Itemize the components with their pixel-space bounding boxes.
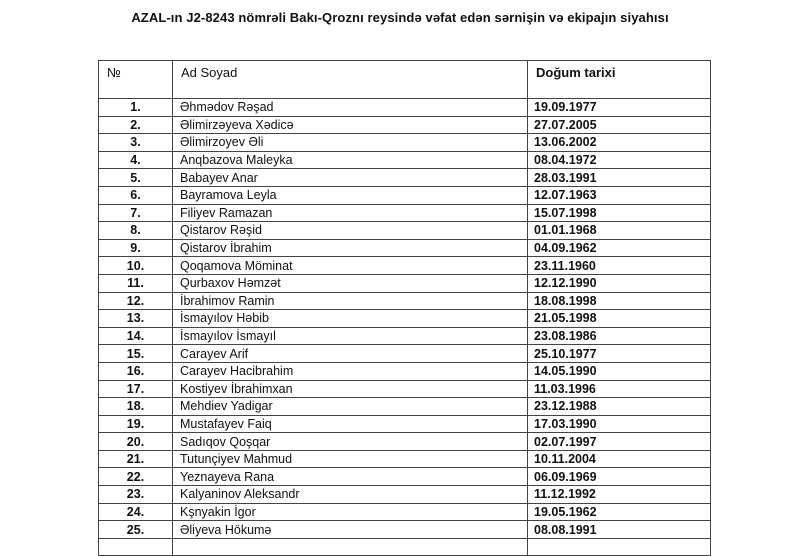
row-birth-date: 08.04.1972 [528,151,711,169]
table-row [99,151,711,169]
table-body [99,99,711,556]
table-row [99,310,711,328]
table-row [99,327,711,345]
table-row [99,398,711,416]
table-row [99,134,711,152]
row-name: Filiyev Ramazan [173,204,528,222]
row-name: Kostiyev İbrahimxan [173,380,528,398]
row-name: Qurbaxov Həmzət [173,274,528,292]
victims-table [98,60,711,556]
row-name: Babayev Anar [173,169,528,187]
row-name: Əlimirzəyeva Xədicə [173,116,528,134]
row-name: Bayramova Leyla [173,186,528,204]
row-number: 18. [99,398,173,416]
table-row [99,169,711,187]
header-number: № [99,61,173,99]
row-birth-date: 04.09.1962 [528,239,711,257]
row-name: Qistarov İbrahim [173,239,528,257]
empty-row [99,538,711,555]
row-number: 25. [99,521,173,539]
row-name: İsmayılov İsmayıl [173,327,528,345]
row-number: 1. [99,99,173,117]
header-birth-date: Doğum tarixi [528,61,711,99]
table-header-row [99,61,711,99]
row-birth-date: 10.11.2004 [528,450,711,468]
table-row [99,433,711,451]
table-row [99,415,711,433]
row-name: Sadıqov Qoşqar [173,433,528,451]
table-row [99,380,711,398]
row-birth-date: 18.08.1998 [528,292,711,310]
header-name: Ad Soyad [173,61,528,99]
row-birth-date: 28.03.1991 [528,169,711,187]
row-name: İsmayılov Həbib [173,310,528,328]
row-birth-date: 15.07.1998 [528,204,711,222]
row-name: Yeznayeva Rana [173,468,528,486]
row-name: Əliyeva Hökumə [173,521,528,539]
document-title: AZAL-ın J2-8243 nömrəli Bakı-Qroznı reysində vəfat edən sərnişin və ekipajın siyahısı [131,10,669,25]
row-birth-date: 23.11.1960 [528,257,711,275]
row-name: Tutunçiyev Mahmud [173,450,528,468]
empty-cell [173,538,528,555]
row-birth-date: 13.06.2002 [528,134,711,152]
table-row [99,450,711,468]
row-birth-date: 19.09.1977 [528,99,711,117]
row-number: 19. [99,415,173,433]
row-number: 21. [99,450,173,468]
row-birth-date: 12.07.1963 [528,186,711,204]
row-birth-date: 06.09.1969 [528,468,711,486]
row-birth-date: 23.08.1986 [528,327,711,345]
row-number: 12. [99,292,173,310]
row-name: Əlimirzoyev Əli [173,134,528,152]
table-row [99,362,711,380]
row-number: 11. [99,274,173,292]
row-name: Qoqamova Möminat [173,257,528,275]
table-row [99,239,711,257]
empty-cell [99,538,173,555]
row-name: Carayev Arif [173,345,528,363]
row-birth-date: 12.12.1990 [528,274,711,292]
table-row [99,116,711,134]
table-row [99,274,711,292]
row-name: Mehdiev Yadigar [173,398,528,416]
row-number: 22. [99,468,173,486]
row-birth-date: 14.05.1990 [528,362,711,380]
table-row [99,222,711,240]
row-name: İbrahimov Ramin [173,292,528,310]
row-number: 3. [99,134,173,152]
row-number: 8. [99,222,173,240]
row-number: 14. [99,327,173,345]
table-row [99,257,711,275]
row-birth-date: 23.12.1988 [528,398,711,416]
row-number: 4. [99,151,173,169]
table-row [99,186,711,204]
row-name: Mustafayev Faiq [173,415,528,433]
row-name: Kalyaninov Aleksandr [173,486,528,504]
row-number: 13. [99,310,173,328]
row-birth-date: 11.12.1992 [528,486,711,504]
table-row [99,99,711,117]
row-number: 6. [99,186,173,204]
row-birth-date: 27.07.2005 [528,116,711,134]
row-number: 7. [99,204,173,222]
row-number: 23. [99,486,173,504]
row-birth-date: 17.03.1990 [528,415,711,433]
row-number: 24. [99,503,173,521]
row-name: Əhmədov Rəşad [173,99,528,117]
table-row [99,468,711,486]
table-row [99,345,711,363]
row-number: 15. [99,345,173,363]
table-row [99,486,711,504]
row-birth-date: 08.08.1991 [528,521,711,539]
empty-cell [528,538,711,555]
table-row [99,292,711,310]
row-number: 17. [99,380,173,398]
table-row [99,521,711,539]
row-number: 2. [99,116,173,134]
row-number: 9. [99,239,173,257]
row-name: Carayev Hacibrahim [173,362,528,380]
row-number: 16. [99,362,173,380]
row-birth-date: 19.05.1962 [528,503,711,521]
row-birth-date: 02.07.1997 [528,433,711,451]
row-number: 20. [99,433,173,451]
row-number: 5. [99,169,173,187]
row-name: Anqbazova Maleyka [173,151,528,169]
row-birth-date: 01.01.1968 [528,222,711,240]
row-birth-date: 25.10.1977 [528,345,711,363]
table-row [99,503,711,521]
table-row [99,204,711,222]
row-name: Kşnyakin İgor [173,503,528,521]
row-number: 10. [99,257,173,275]
row-name: Qistarov Rəşid [173,222,528,240]
row-birth-date: 21.05.1998 [528,310,711,328]
row-birth-date: 11.03.1996 [528,380,711,398]
